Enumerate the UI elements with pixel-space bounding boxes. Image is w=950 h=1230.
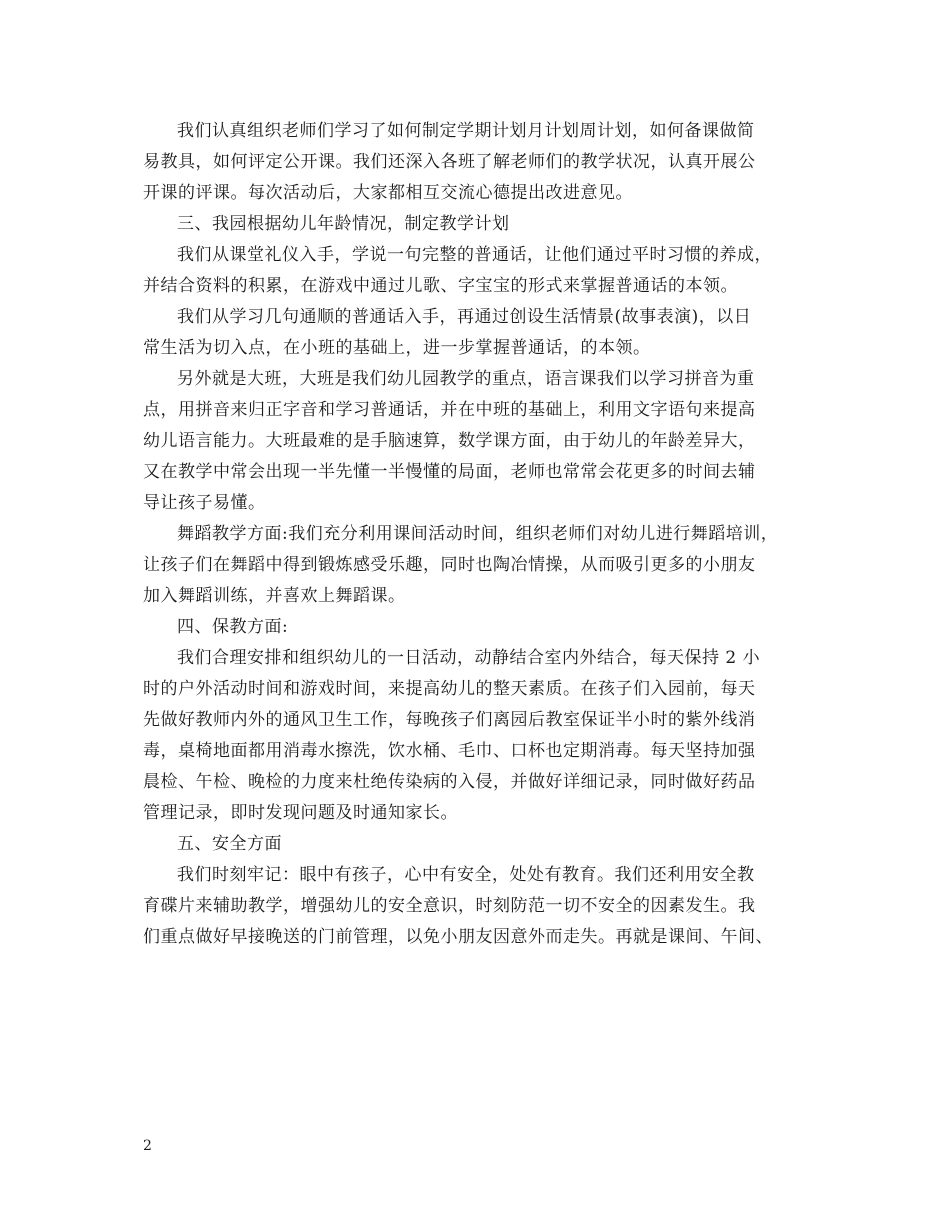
- text-line: 我们合理安排和组织幼儿的一日活动，动静结合室内外结合，每天保持 2 小: [177, 648, 761, 668]
- text-line: 四、保教方面:: [177, 617, 289, 637]
- text-line: 五、安全方面: [177, 834, 282, 854]
- text-line: 另外就是大班，大班是我们幼儿园教学的重点，语言课我们以学习拼音为重: [177, 369, 755, 389]
- text-line: 易教具，如何评定公开课。我们还深入各班了解老师们的教学状况，认真开展公: [143, 152, 756, 172]
- text-line: 并结合资料的积累，在游戏中通过儿歌、字宝宝的形式来掌握普通话的本领。: [143, 276, 738, 296]
- text-line: 晨检、午检、晚检的力度来杜绝传染病的入侵，并做好详细记录，同时做好药品: [143, 772, 756, 792]
- text-line: 导让孩子易懂。: [143, 493, 266, 513]
- text-line: 让孩子们在舞蹈中得到锻炼感受乐趣，同时也陶冶情操，从而吸引更多的小朋友: [143, 555, 756, 575]
- text-line: 我们从课堂礼仪入手，学说一句完整的普通话，让他们通过平时习惯的养成，: [177, 245, 772, 265]
- text-line: 开课的评课。每次活动后，大家都相互交流心德提出改进意见。: [143, 183, 633, 203]
- text-line: 常生活为切入点，在小班的基础上，进一步掌握普通话，的本领。: [143, 338, 651, 358]
- text-line: 三、我园根据幼儿年龄情况，制定教学计划: [177, 214, 510, 234]
- text-line: 我们认真组织老师们学习了如何制定学期计划月计划周计划，如何备课做简: [177, 121, 755, 141]
- text-line: 舞蹈教学方面:我们充分利用课间活动时间，组织老师们对幼儿进行舞蹈培训，: [177, 524, 779, 544]
- text-line: 加入舞蹈训练，并喜欢上舞蹈课。: [143, 586, 406, 606]
- text-line: 我们时刻牢记：眼中有孩子，心中有安全，处处有教育。我们还利用安全教: [177, 865, 755, 885]
- text-line: 点，用拼音来归正字音和学习普通话，并在中班的基础上，利用文字语句来提高: [143, 400, 756, 420]
- text-line: 我们从学习几句通顺的普通话入手，再通过创设生活情景(故事表演)，以日: [177, 307, 752, 327]
- text-line: 们重点做好早接晚送的门前管理，以免小朋友因意外而走失。再就是课间、午间、: [143, 927, 773, 947]
- text-line: 管理记录，即时发现问题及时通知家长。: [143, 803, 458, 823]
- text-line: 毒，桌椅地面都用消毒水擦洗，饮水桶、毛巾、口杯也定期消毒。每天坚持加强: [143, 741, 756, 761]
- document-body: [143, 116, 815, 953]
- page-number: 2: [143, 1138, 152, 1154]
- text-line: 又在教学中常会出现一半先懂一半慢懂的局面，老师也常常会花更多的时间去辅: [143, 462, 756, 482]
- text-line: 先做好教师内外的通风卫生工作，每晚孩子们离园后教室保证半小时的紫外线消: [143, 710, 756, 730]
- text-line: 幼儿语言能力。大班最难的是手脑速算，数学课方面，由于幼儿的年龄差异大，: [143, 431, 756, 451]
- text-line: 时的户外活动时间和游戏时间，来提高幼儿的整天素质。在孩子们入园前，每天: [143, 679, 756, 699]
- text-line: 育碟片来辅助教学，增强幼儿的安全意识，时刻防范一切不安全的因素发生。我: [143, 896, 756, 916]
